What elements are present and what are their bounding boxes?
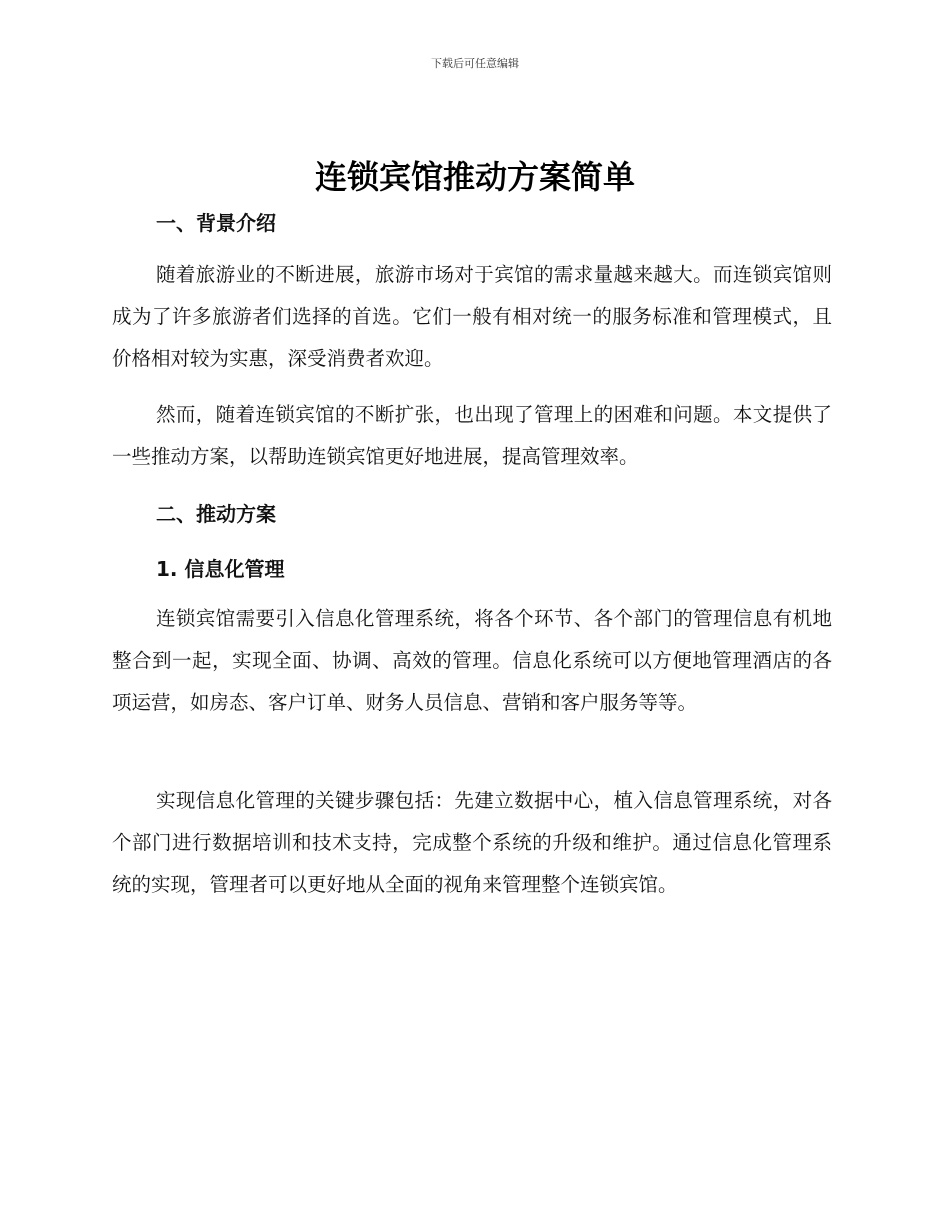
- subsection-heading-informatization: 1. 信息化管理: [156, 557, 285, 581]
- header-note: 下载后可任意编辑: [431, 57, 519, 70]
- paragraph-background-2: 然而，随着连锁宾馆的不断扩张，也出现了管理上的困难和问题。本文提供了一些推动方案，以帮助连锁宾馆更好地进展，提高管理效率。: [112, 403, 832, 468]
- section-heading-background: 一、背景介绍: [156, 211, 276, 235]
- section-heading-plan: 二、推动方案: [156, 502, 276, 526]
- document-title: 连锁宾馆推动方案简单: [314, 158, 635, 196]
- paragraph-informatization-1: 连锁宾馆需要引入信息化管理系统，将各个环节、各个部门的管理信息有机地整合到一起，实现全面、协调、高效的管理。信息化系统可以方便地管理酒店的各项运营，如房态、客户订单、财务人员信息、营销和客户服务等等。: [112, 607, 832, 714]
- paragraph-informatization-2: 实现信息化管理的关键步骤包括：先建立数据中心，植入信息管理系统，对各个部门进行数据培训和技术支持，完成整个系统的升级和维护。通过信息化管理系统的实现，管理者可以更好地从全面的视角来管理整个连锁宾馆。: [112, 789, 832, 896]
- paragraph-background-1: 随着旅游业的不断进展，旅游市场对于宾馆的需求量越来越大。而连锁宾馆则成为了许多旅游者们选择的首选。它们一般有相对统一的服务标准和管理模式，且价格相对较为实惠，深受消费者欢迎。: [112, 263, 832, 370]
